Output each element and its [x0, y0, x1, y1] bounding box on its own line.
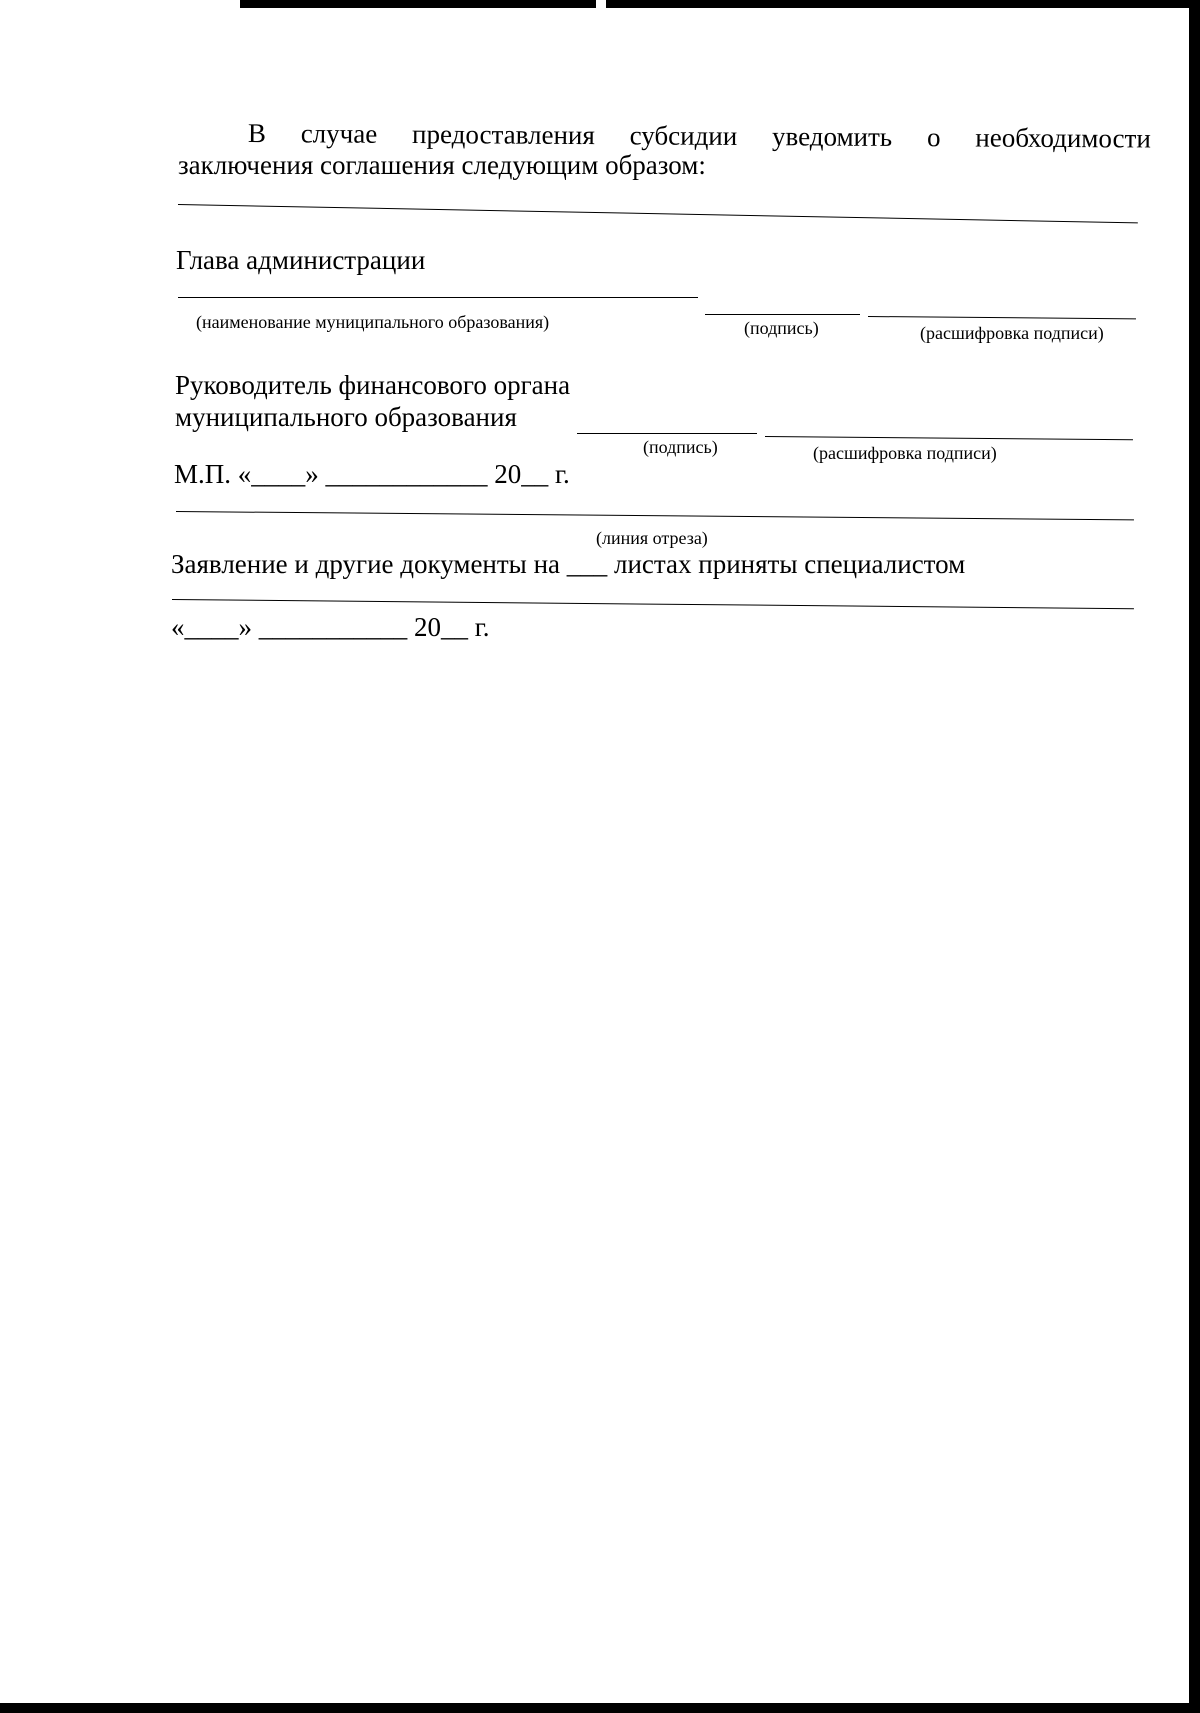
paragraph-word: случае: [300, 118, 378, 149]
caption-cut-line: (линия отреза): [596, 528, 708, 548]
finance-signature-line: [577, 433, 757, 434]
finance-decoding-line: [765, 436, 1133, 440]
head-decoding-line: [868, 316, 1136, 319]
caption-head-signature: (подпись): [744, 318, 819, 338]
scan-edge-top-left: [240, 0, 596, 8]
paragraph-line-2: заключения соглашения следующим образом:: [178, 150, 706, 180]
municipality-name-line: [178, 297, 698, 298]
finance-head-title-line-1: Руководитель финансового органа: [175, 370, 571, 400]
scan-edge-bottom: [0, 1703, 1200, 1713]
finance-head-title-line-2: муниципального образования: [175, 402, 517, 432]
paragraph-word: необходимости: [975, 122, 1151, 154]
paragraph-word: субсидии: [629, 120, 738, 151]
paragraph-word: предоставления: [412, 119, 595, 151]
scan-edge-top-right: [606, 0, 1200, 8]
caption-finance-decoding: (расшифровка подписи): [813, 443, 997, 463]
caption-finance-signature: (подпись): [643, 437, 718, 457]
paragraph-word: о: [926, 122, 941, 153]
paragraph-word: В: [247, 118, 267, 149]
receipt-text: Заявление и другие документы на ___ листах приняты специалистом: [171, 549, 966, 579]
head-signature-line: [705, 314, 860, 315]
caption-municipality-name: (наименование муниципального образования): [196, 312, 550, 332]
caption-head-decoding: (расшифровка подписи): [920, 323, 1104, 343]
receipt-date-line: «____» ___________ 20__ г.: [171, 612, 490, 642]
agreement-method-line: [178, 204, 1138, 223]
head-admin-title: Глава администрации: [176, 245, 426, 275]
scan-edge-right: [1189, 0, 1200, 1713]
specialist-name-line: [172, 599, 1134, 609]
paragraph-word: уведомить: [771, 121, 893, 152]
stamp-date-line: М.П. «____» ____________ 20__ г.: [174, 459, 570, 489]
cut-line: [176, 511, 1134, 520]
